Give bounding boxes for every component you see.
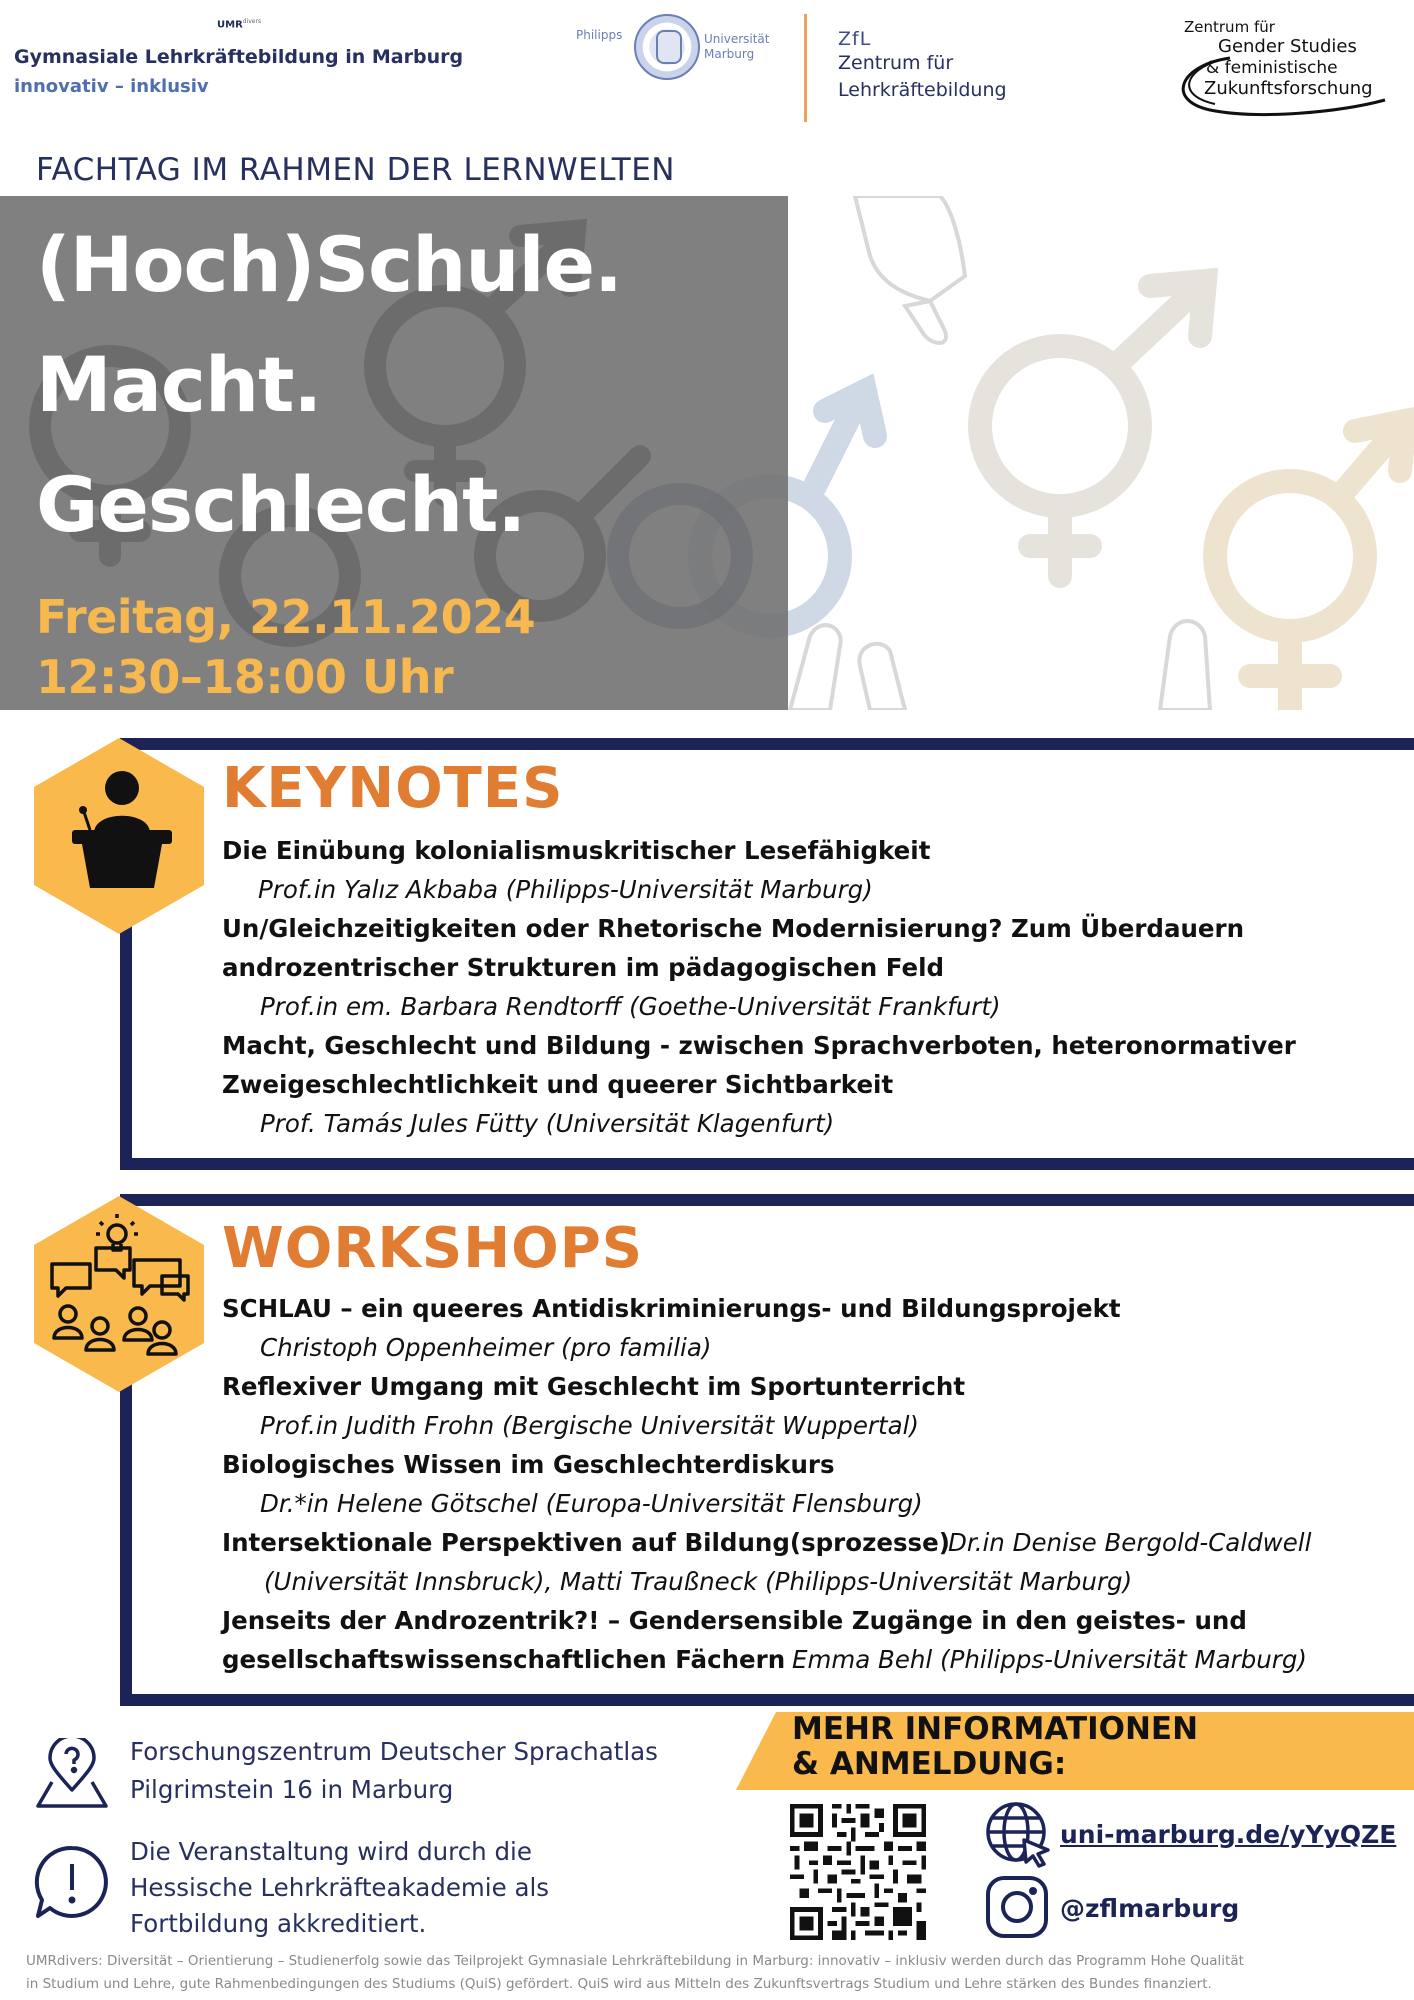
workshop-3-person: Dr.*in Helene Götschel (Europa-Universität Flensburg): [260, 1489, 923, 1518]
workshops-heading: WORKSHOPS: [222, 1216, 644, 1281]
info-url-link[interactable]: uni-marburg.de/yYyQZE: [1060, 1820, 1397, 1849]
university-word-1: Universität: [704, 32, 770, 46]
keynote-3-title-1: Macht, Geschlecht und Bildung - zwischen Sprachverboten, heteronormativer: [222, 1031, 1296, 1060]
event-time: 12:30–18:00 Uhr: [36, 650, 454, 704]
keynote-3-title-2: Zweigeschlechtlichkeit und queerer Sichtbarkeit: [222, 1070, 894, 1099]
footnote-line-2: in Studium und Lehre, gute Rahmenbedingungen des Studiums (QuiS) gefördert. QuiS wird aus Mitteln des Zukunftsvertrags Studium und Lehre stärken des Bundes finanziert.: [26, 1976, 1212, 1992]
event-date: Freitag, 22.11.2024: [36, 590, 536, 644]
workshops-hexagon: [34, 1196, 204, 1392]
location-line-1: Forschungszentrum Deutscher Sprachatlas: [130, 1737, 658, 1766]
gender-line-1: Zentrum für: [1184, 18, 1275, 36]
logo-divider: [804, 14, 807, 122]
globe-cursor-icon: [984, 1800, 1052, 1868]
zfl-line-2: Lehrkräftebildung: [838, 79, 1007, 101]
workshop-3-title: Biologisches Wissen im Geschlechterdiskurs: [222, 1450, 835, 1479]
title-line-1: (Hoch)Schule.: [36, 220, 622, 309]
instagram-icon: [984, 1874, 1050, 1940]
workshop-5-title-1: Jenseits der Androzentrik?! – Gendersensible Zugänge in den geistes- und: [222, 1606, 1247, 1635]
event-kicker: FACHTAG IM RAHMEN DER LERNWELTEN: [36, 152, 675, 188]
university-word: [704, 32, 770, 62]
workshop-1-person: Christoph Oppenheimer (pro familia): [260, 1333, 712, 1362]
workshop-4-person: (Universität Innsbruck), Matti Traußneck (Philipps-Universität Marburg): [264, 1567, 1133, 1596]
zfl-logo: [838, 28, 1038, 118]
title-line-3: Geschlecht.: [36, 460, 526, 549]
keynote-2-person: Prof.in em. Barbara Rendtorff (Goethe-Universität Frankfurt): [260, 992, 1001, 1021]
keynotes-heading: KEYNOTES: [222, 756, 564, 821]
workshop-2-title: Reflexiver Umgang mit Geschlecht im Sportunterricht: [222, 1372, 966, 1401]
funding-footnote: [26, 1950, 1396, 1996]
keynote-1-title: Die Einübung kolonialismuskritischer Lesefähigkeit: [222, 836, 931, 865]
keynote-2-title-1: Un/Gleichzeitigkeiten oder Rhetorische Modernisierung? Zum Überdauern: [222, 914, 1245, 943]
umr-subtitle: innovativ – inklusiv: [14, 76, 209, 97]
umr-superscript: UMR: [217, 19, 243, 31]
university-word-2: Marburg: [704, 47, 755, 61]
zfl-abbr: ZfL: [838, 28, 872, 50]
umr-title: Gymnasiale Lehrkräftebildung in Marburg: [14, 46, 464, 68]
philipps-word: Philipps: [576, 28, 623, 42]
workshop-5-title-2: gesellschaftswissenschaftlichen Fächern: [222, 1645, 786, 1674]
gender-line-3: & feministische: [1206, 58, 1338, 78]
philipps-university-logo: [576, 14, 776, 84]
workshop-2-person: Prof.in Judith Frohn (Bergische Universität Wuppertal): [260, 1411, 919, 1440]
more-info-heading: [792, 1712, 1198, 1782]
workshop-4-title: Intersektionale Perspektiven auf Bildung(sprozesse): [222, 1528, 950, 1557]
accreditation-line-2: Hessische Lehrkräfteakademie als: [130, 1873, 550, 1902]
instagram-handle-link[interactable]: @zflmarburg: [1060, 1894, 1240, 1923]
umr-superscript-small: divers: [242, 18, 262, 25]
workshop-4-person-inline: Dr.in Denise Bergold-Caldwell: [948, 1528, 1312, 1557]
more-info-line-1: MEHR INFORMATIONEN: [792, 1711, 1199, 1747]
location-pin-icon: [34, 1738, 110, 1810]
workshop-1-title: SCHLAU – ein queeres Antidiskriminierungs- und Bildungsprojekt: [222, 1294, 1121, 1323]
footnote-line-1: UMRdivers: Diversität – Orientierung – Studienerfolg sowie das Teilprojekt Gymnasiale Lehrkräftebildung in Marburg: innovativ – inklusiv werden durch das Programm Hohe Qualität: [26, 1953, 1244, 1969]
location-line-2: Pilgrimstein 16 in Marburg: [130, 1775, 454, 1804]
gender-line-2: Gender Studies: [1218, 36, 1357, 57]
accreditation-line-1: Die Veranstaltung wird durch die: [130, 1837, 532, 1866]
keynote-2-title-2: androzentrischer Strukturen im pädagogischen Feld: [222, 953, 945, 982]
gender-line-4: Zukunftsforschung: [1204, 78, 1373, 99]
title-line-2: Macht.: [36, 340, 322, 429]
more-info-line-2: & ANMELDUNG:: [792, 1746, 1067, 1782]
qr-code[interactable]: [790, 1804, 926, 1940]
exclamation-bubble-icon: [34, 1844, 110, 1920]
gender-studies-logo: [1170, 18, 1402, 118]
university-seal-icon: [634, 14, 700, 80]
keynote-1-person: Prof.in Yalız Akbaba (Philipps-Universität Marburg): [258, 875, 873, 904]
keynotes-hexagon: [34, 738, 204, 934]
accreditation-line-3: Fortbildung akkreditiert.: [130, 1909, 427, 1938]
umr-logo: [14, 16, 464, 106]
keynote-3-person: Prof. Tamás Jules Fütty (Universität Klagenfurt): [260, 1109, 835, 1138]
zfl-line-1: Zentrum für: [838, 52, 954, 74]
workshop-5-person-inline: Emma Behl (Philipps-Universität Marburg): [792, 1645, 1307, 1674]
